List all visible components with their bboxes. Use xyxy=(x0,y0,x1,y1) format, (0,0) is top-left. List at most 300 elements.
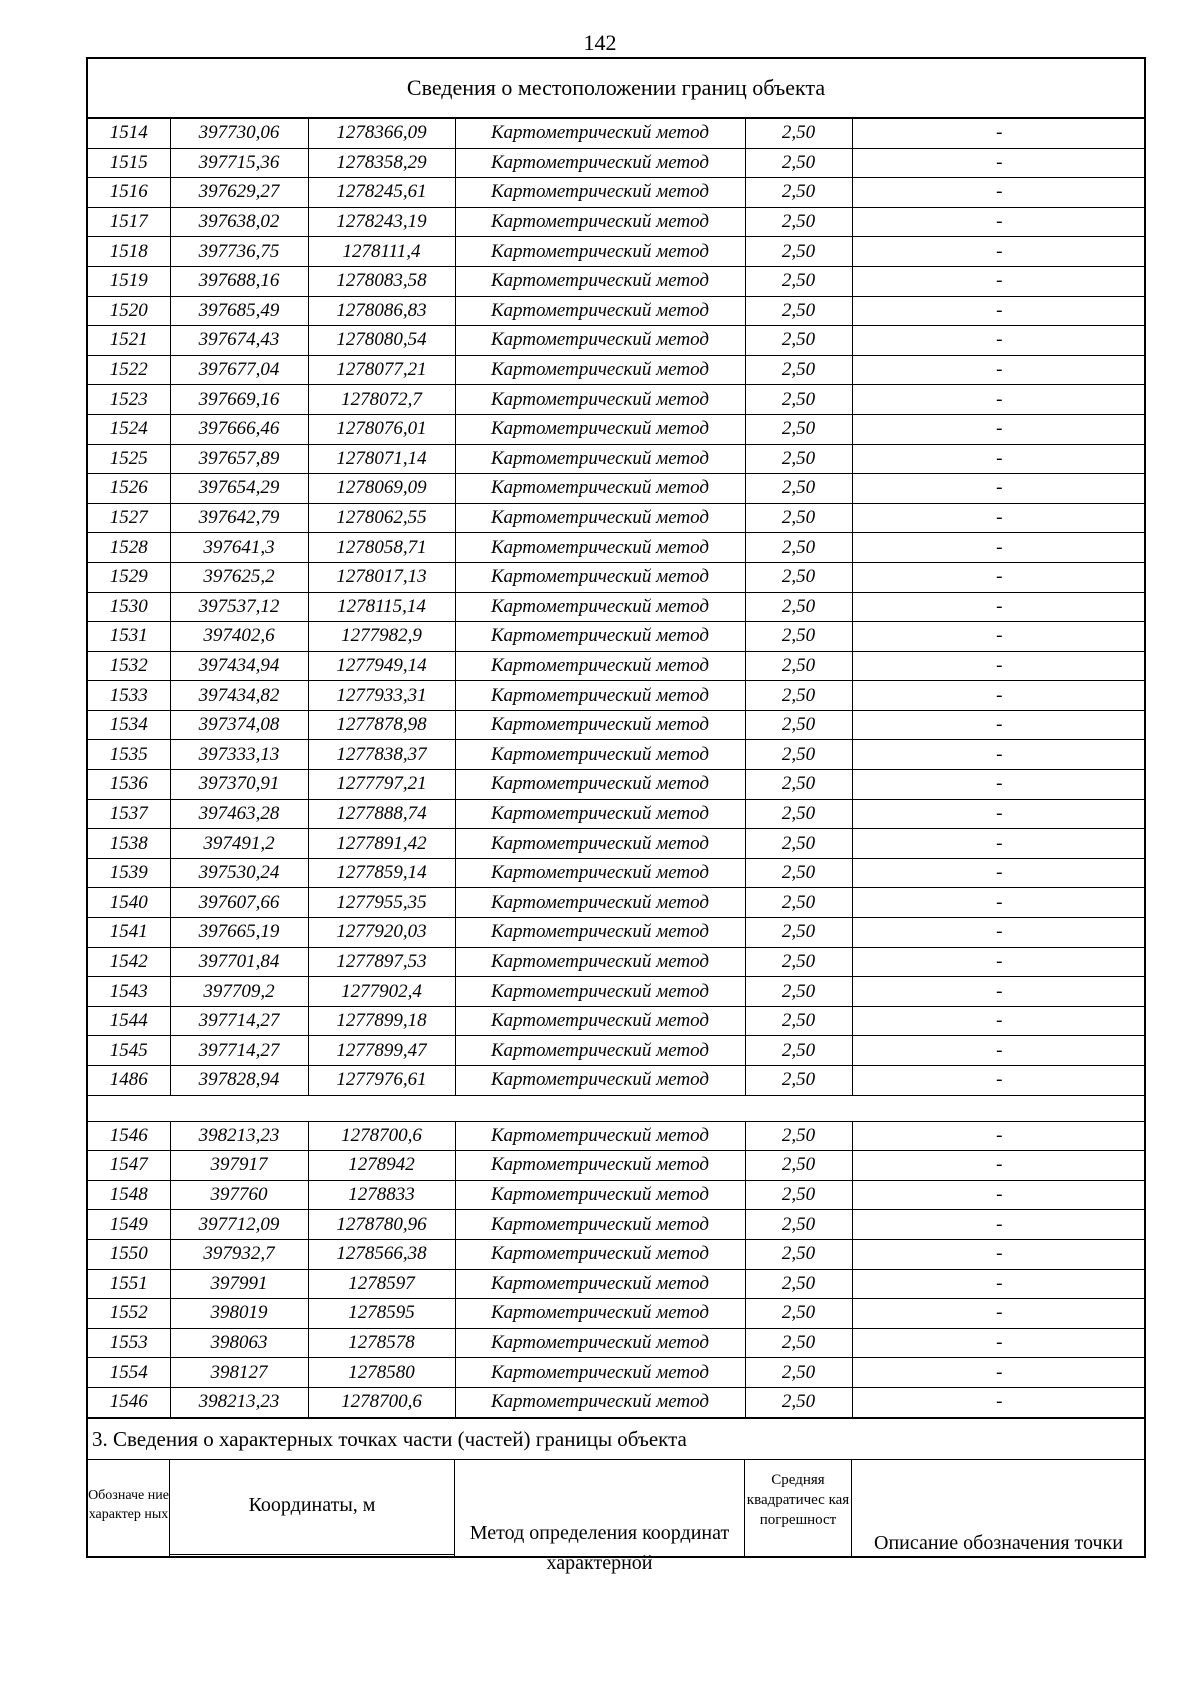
description-cell: - xyxy=(852,1299,1146,1329)
table-row xyxy=(88,681,1146,711)
coordinate-y: 1278700,6 xyxy=(308,1387,455,1417)
method-cell: Картометрический метод xyxy=(455,1006,745,1036)
coordinate-x: 397688,16 xyxy=(170,266,308,296)
point-number: 1527 xyxy=(88,503,170,533)
error-cell: 2,50 xyxy=(745,326,852,356)
points-table xyxy=(88,119,1146,1418)
table-row xyxy=(88,1328,1146,1358)
description-cell: - xyxy=(852,918,1146,948)
description-cell: - xyxy=(852,207,1146,237)
description-cell: - xyxy=(852,858,1146,888)
coordinate-x: 397434,94 xyxy=(170,651,308,681)
coordinate-x: 397701,84 xyxy=(170,947,308,977)
error-cell: 2,50 xyxy=(745,622,852,652)
error-cell: 2,50 xyxy=(745,740,852,770)
description-cell: - xyxy=(852,1387,1146,1417)
table-row xyxy=(88,1387,1146,1417)
table-row xyxy=(88,414,1146,444)
error-cell: 2,50 xyxy=(745,385,852,415)
error-cell: 2,50 xyxy=(745,1006,852,1036)
part-table-header xyxy=(88,1460,1144,1574)
point-number: 1543 xyxy=(88,977,170,1007)
coordinate-y: 1278580 xyxy=(308,1358,455,1388)
point-number: 1515 xyxy=(88,148,170,178)
coordinate-y: 1278566,38 xyxy=(308,1239,455,1269)
method-cell: Картометрический метод xyxy=(455,858,745,888)
table-row xyxy=(88,266,1146,296)
description-cell: - xyxy=(852,533,1146,563)
method-cell: Картометрический метод xyxy=(455,622,745,652)
table-row xyxy=(88,1006,1146,1036)
error-cell: 2,50 xyxy=(745,1180,852,1210)
coordinate-y: 1278366,09 xyxy=(308,119,455,148)
error-cell: 2,50 xyxy=(745,1036,852,1066)
table-row xyxy=(88,474,1146,504)
method-cell: Картометрический метод xyxy=(455,1299,745,1329)
coordinate-y: 1278076,01 xyxy=(308,414,455,444)
point-number: 1526 xyxy=(88,474,170,504)
method-cell: Картометрический метод xyxy=(455,414,745,444)
point-number: 1551 xyxy=(88,1269,170,1299)
table-row xyxy=(88,385,1146,415)
description-cell: - xyxy=(852,1210,1146,1240)
point-number: 1538 xyxy=(88,829,170,859)
error-cell: 2,50 xyxy=(745,1299,852,1329)
description-cell: - xyxy=(852,119,1146,148)
error-cell: 2,50 xyxy=(745,474,852,504)
point-number: 1531 xyxy=(88,622,170,652)
error-cell: 2,50 xyxy=(745,710,852,740)
coordinate-y: 1277933,31 xyxy=(308,681,455,711)
coordinate-x: 397665,19 xyxy=(170,918,308,948)
error-cell: 2,50 xyxy=(745,266,852,296)
point-number: 1518 xyxy=(88,237,170,267)
table-row xyxy=(88,207,1146,237)
description-cell: - xyxy=(852,178,1146,208)
error-cell: 2,50 xyxy=(745,829,852,859)
method-cell: Картометрический метод xyxy=(455,681,745,711)
point-number: 1550 xyxy=(88,1239,170,1269)
point-number: 1553 xyxy=(88,1328,170,1358)
method-cell: Картометрический метод xyxy=(455,977,745,1007)
description-cell: - xyxy=(852,355,1146,385)
error-cell: 2,50 xyxy=(745,503,852,533)
point-number: 1554 xyxy=(88,1358,170,1388)
description-cell: - xyxy=(852,592,1146,622)
point-number: 1520 xyxy=(88,296,170,326)
coordinate-y: 1277949,14 xyxy=(308,651,455,681)
method-cell: Картометрический метод xyxy=(455,178,745,208)
table-row xyxy=(88,178,1146,208)
coordinate-x: 397402,6 xyxy=(170,622,308,652)
error-cell: 2,50 xyxy=(745,1239,852,1269)
method-cell: Картометрический метод xyxy=(455,947,745,977)
method-cell: Картометрический метод xyxy=(455,562,745,592)
method-cell: Картометрический метод xyxy=(455,1180,745,1210)
description-cell: - xyxy=(852,977,1146,1007)
coordinate-x: 397828,94 xyxy=(170,1066,308,1096)
coordinate-y: 1277920,03 xyxy=(308,918,455,948)
header-description: Описание обозначения точки xyxy=(852,1460,1146,1556)
table-row xyxy=(88,119,1146,148)
description-cell: - xyxy=(852,829,1146,859)
table-row xyxy=(88,1180,1146,1210)
method-cell: Картометрический метод xyxy=(455,1239,745,1269)
method-cell: Картометрический метод xyxy=(455,918,745,948)
header-coordinates: Координаты, м xyxy=(248,1493,376,1516)
description-cell: - xyxy=(852,1036,1146,1066)
error-cell: 2,50 xyxy=(745,592,852,622)
coordinate-y: 1278115,14 xyxy=(308,592,455,622)
point-number: 1539 xyxy=(88,858,170,888)
table-row xyxy=(88,533,1146,563)
method-cell: Картометрический метод xyxy=(455,770,745,800)
method-cell: Картометрический метод xyxy=(455,503,745,533)
coordinate-x: 397374,08 xyxy=(170,710,308,740)
description-cell: - xyxy=(852,1269,1146,1299)
error-cell: 2,50 xyxy=(745,562,852,592)
point-number: 1523 xyxy=(88,385,170,415)
description-cell: - xyxy=(852,770,1146,800)
coordinate-y: 1277899,47 xyxy=(308,1036,455,1066)
table-row xyxy=(88,326,1146,356)
description-cell: - xyxy=(852,474,1146,504)
point-number: 1486 xyxy=(88,1066,170,1096)
description-cell: - xyxy=(852,1239,1146,1269)
error-cell: 2,50 xyxy=(745,533,852,563)
error-cell: 2,50 xyxy=(745,178,852,208)
coordinate-y: 1278083,58 xyxy=(308,266,455,296)
method-cell: Картометрический метод xyxy=(455,1210,745,1240)
coordinate-y: 1278062,55 xyxy=(308,503,455,533)
coordinate-y: 1278245,61 xyxy=(308,178,455,208)
description-cell: - xyxy=(852,1328,1146,1358)
point-number: 1548 xyxy=(88,1180,170,1210)
description-cell: - xyxy=(852,740,1146,770)
coordinate-x: 397629,27 xyxy=(170,178,308,208)
coordinate-x: 397715,36 xyxy=(170,148,308,178)
method-cell: Картометрический метод xyxy=(455,1036,745,1066)
coordinate-x: 397370,91 xyxy=(170,770,308,800)
coordinate-y: 1278071,14 xyxy=(308,444,455,474)
description-cell: - xyxy=(852,148,1146,178)
point-number: 1537 xyxy=(88,799,170,829)
error-cell: 2,50 xyxy=(745,237,852,267)
coordinate-y: 1277899,18 xyxy=(308,1006,455,1036)
point-number: 1546 xyxy=(88,1121,170,1151)
description-cell: - xyxy=(852,444,1146,474)
coordinate-x: 398127 xyxy=(170,1358,308,1388)
coordinate-x: 397607,66 xyxy=(170,888,308,918)
description-cell: - xyxy=(852,622,1146,652)
point-number: 1529 xyxy=(88,562,170,592)
coordinate-x: 397712,09 xyxy=(170,1210,308,1240)
error-cell: 2,50 xyxy=(745,1151,852,1181)
point-number: 1534 xyxy=(88,710,170,740)
method-cell: Картометрический метод xyxy=(455,1387,745,1417)
table-row xyxy=(88,829,1146,859)
header-error: Средняя квадратичес кая погрешност xyxy=(745,1460,852,1556)
point-number: 1542 xyxy=(88,947,170,977)
description-cell: - xyxy=(852,266,1146,296)
description-cell: - xyxy=(852,296,1146,326)
coordinate-x: 397677,04 xyxy=(170,355,308,385)
method-cell: Картометрический метод xyxy=(455,474,745,504)
point-number: 1530 xyxy=(88,592,170,622)
description-cell: - xyxy=(852,681,1146,711)
method-cell: Картометрический метод xyxy=(455,296,745,326)
header-coordinates-cell xyxy=(170,1460,455,1556)
description-cell: - xyxy=(852,414,1146,444)
coordinate-y: 1278017,13 xyxy=(308,562,455,592)
description-cell: - xyxy=(852,562,1146,592)
point-number: 1514 xyxy=(88,119,170,148)
coordinate-y: 1277888,74 xyxy=(308,799,455,829)
error-cell: 2,50 xyxy=(745,119,852,148)
method-cell: Картометрический метод xyxy=(455,799,745,829)
table-row xyxy=(88,1299,1146,1329)
coordinate-y: 1278080,54 xyxy=(308,326,455,356)
point-number: 1541 xyxy=(88,918,170,948)
description-cell: - xyxy=(852,710,1146,740)
error-cell: 2,50 xyxy=(745,770,852,800)
table-row xyxy=(88,1151,1146,1181)
coordinate-y: 1278942 xyxy=(308,1151,455,1181)
method-cell: Картометрический метод xyxy=(455,651,745,681)
description-cell: - xyxy=(852,1121,1146,1151)
description-cell: - xyxy=(852,385,1146,415)
table-row xyxy=(88,918,1146,948)
coordinate-y: 1277902,4 xyxy=(308,977,455,1007)
method-cell: Картометрический метод xyxy=(455,888,745,918)
description-cell: - xyxy=(852,799,1146,829)
error-cell: 2,50 xyxy=(745,888,852,918)
coordinate-y: 1278700,6 xyxy=(308,1121,455,1151)
point-number: 1524 xyxy=(88,414,170,444)
method-cell: Картометрический метод xyxy=(455,266,745,296)
coordinate-x: 397730,06 xyxy=(170,119,308,148)
description-cell: - xyxy=(852,947,1146,977)
coordinate-x: 397685,49 xyxy=(170,296,308,326)
table-row xyxy=(88,444,1146,474)
point-number: 1532 xyxy=(88,651,170,681)
coordinate-y: 1277897,53 xyxy=(308,947,455,977)
error-cell: 2,50 xyxy=(745,858,852,888)
coordinate-x: 398063 xyxy=(170,1328,308,1358)
error-cell: 2,50 xyxy=(745,1066,852,1096)
boundary-document xyxy=(86,57,1146,1574)
coordinate-x: 397932,7 xyxy=(170,1239,308,1269)
error-cell: 2,50 xyxy=(745,414,852,444)
coordinate-x: 397991 xyxy=(170,1269,308,1299)
table-row xyxy=(88,622,1146,652)
method-cell: Картометрический метод xyxy=(455,237,745,267)
method-cell: Картометрический метод xyxy=(455,592,745,622)
method-cell: Картометрический метод xyxy=(455,119,745,148)
coordinate-y: 1278833 xyxy=(308,1180,455,1210)
error-cell: 2,50 xyxy=(745,444,852,474)
coordinate-x: 397760 xyxy=(170,1180,308,1210)
error-cell: 2,50 xyxy=(745,799,852,829)
coordinate-x: 397625,2 xyxy=(170,562,308,592)
coordinate-y: 1277878,98 xyxy=(308,710,455,740)
coordinate-y: 1277838,37 xyxy=(308,740,455,770)
coordinate-x: 397641,3 xyxy=(170,533,308,563)
coordinate-y: 1278086,83 xyxy=(308,296,455,326)
coordinate-y: 1278578 xyxy=(308,1328,455,1358)
coordinate-x: 398213,23 xyxy=(170,1121,308,1151)
table-row xyxy=(88,1036,1146,1066)
coordinate-x: 397642,79 xyxy=(170,503,308,533)
method-cell: Картометрический метод xyxy=(455,1269,745,1299)
table-row xyxy=(88,562,1146,592)
table-row xyxy=(88,1210,1146,1240)
coordinate-x: 398019 xyxy=(170,1299,308,1329)
coordinate-y: 1277797,21 xyxy=(308,770,455,800)
error-cell: 2,50 xyxy=(745,918,852,948)
header-method: Метод определения координат характерной xyxy=(455,1460,745,1556)
method-cell: Картометрический метод xyxy=(455,444,745,474)
description-cell: - xyxy=(852,888,1146,918)
description-cell: - xyxy=(852,503,1146,533)
coordinate-x: 397434,82 xyxy=(170,681,308,711)
point-number: 1536 xyxy=(88,770,170,800)
error-cell: 2,50 xyxy=(745,207,852,237)
coordinate-y: 1277982,9 xyxy=(308,622,455,652)
coordinate-x: 397709,2 xyxy=(170,977,308,1007)
point-number: 1549 xyxy=(88,1210,170,1240)
coordinate-y: 1277955,35 xyxy=(308,888,455,918)
error-cell: 2,50 xyxy=(745,977,852,1007)
table-row xyxy=(88,740,1146,770)
error-cell: 2,50 xyxy=(745,947,852,977)
part-section-title: 3. Сведения о характерных точках части (частей) границы объекта xyxy=(88,1418,1144,1460)
coordinate-x: 397674,43 xyxy=(170,326,308,356)
table-row xyxy=(88,503,1146,533)
table-row xyxy=(88,1358,1146,1388)
method-cell: Картометрический метод xyxy=(455,533,745,563)
error-cell: 2,50 xyxy=(745,1210,852,1240)
coordinate-x: 397669,16 xyxy=(170,385,308,415)
description-cell: - xyxy=(852,1066,1146,1096)
table-row xyxy=(88,237,1146,267)
method-cell: Картометрический метод xyxy=(455,207,745,237)
coordinate-x: 397666,46 xyxy=(170,414,308,444)
error-cell: 2,50 xyxy=(745,1121,852,1151)
error-cell: 2,50 xyxy=(745,651,852,681)
coordinate-x: 397714,27 xyxy=(170,1036,308,1066)
method-cell: Картометрический метод xyxy=(455,1328,745,1358)
method-cell: Картометрический метод xyxy=(455,1151,745,1181)
table-row xyxy=(88,1121,1146,1151)
table-row xyxy=(88,977,1146,1007)
table-row xyxy=(88,1239,1146,1269)
point-number: 1552 xyxy=(88,1299,170,1329)
coordinate-x: 397917 xyxy=(170,1151,308,1181)
point-number: 1545 xyxy=(88,1036,170,1066)
coordinate-x: 398213,23 xyxy=(170,1387,308,1417)
error-cell: 2,50 xyxy=(745,1269,852,1299)
table-row xyxy=(88,296,1146,326)
page-number: 142 xyxy=(583,30,617,55)
method-cell: Картометрический метод xyxy=(455,148,745,178)
coordinate-x: 397638,02 xyxy=(170,207,308,237)
point-number: 1519 xyxy=(88,266,170,296)
table-row xyxy=(88,858,1146,888)
coordinate-x: 397654,29 xyxy=(170,474,308,504)
method-cell: Картометрический метод xyxy=(455,326,745,356)
coordinate-x: 397714,27 xyxy=(170,1006,308,1036)
point-number: 1516 xyxy=(88,178,170,208)
error-cell: 2,50 xyxy=(745,1328,852,1358)
error-cell: 2,50 xyxy=(745,1358,852,1388)
point-number: 1517 xyxy=(88,207,170,237)
method-cell: Картометрический метод xyxy=(455,1066,745,1096)
description-cell: - xyxy=(852,1180,1146,1210)
coordinate-x: 397530,24 xyxy=(170,858,308,888)
point-number: 1533 xyxy=(88,681,170,711)
method-cell: Картометрический метод xyxy=(455,710,745,740)
point-number: 1544 xyxy=(88,1006,170,1036)
coordinate-y: 1277859,14 xyxy=(308,858,455,888)
coordinate-y: 1278243,19 xyxy=(308,207,455,237)
header-subdivider xyxy=(170,1554,454,1555)
section-title: Сведения о местоположении границ объекта xyxy=(88,59,1144,119)
coordinate-x: 397537,12 xyxy=(170,592,308,622)
coordinate-y: 1278111,4 xyxy=(308,237,455,267)
header-designation: Обозначе ние характер ных xyxy=(88,1460,170,1556)
coordinate-y: 1278069,09 xyxy=(308,474,455,504)
coordinate-y: 1278595 xyxy=(308,1299,455,1329)
description-cell: - xyxy=(852,1358,1146,1388)
description-cell: - xyxy=(852,1151,1146,1181)
method-cell: Картометрический метод xyxy=(455,1121,745,1151)
method-cell: Картометрический метод xyxy=(455,829,745,859)
coordinate-y: 1278780,96 xyxy=(308,1210,455,1240)
coordinate-y: 1278072,7 xyxy=(308,385,455,415)
group-separator-row xyxy=(88,1095,1146,1121)
method-cell: Картометрический метод xyxy=(455,355,745,385)
method-cell: Картометрический метод xyxy=(455,385,745,415)
coordinate-y: 1278058,71 xyxy=(308,533,455,563)
error-cell: 2,50 xyxy=(745,148,852,178)
description-cell: - xyxy=(852,651,1146,681)
table-row xyxy=(88,710,1146,740)
table-row xyxy=(88,1269,1146,1299)
error-cell: 2,50 xyxy=(745,355,852,385)
point-number: 1535 xyxy=(88,740,170,770)
error-cell: 2,50 xyxy=(745,681,852,711)
coordinate-x: 397736,75 xyxy=(170,237,308,267)
coordinate-x: 397491,2 xyxy=(170,829,308,859)
table-row xyxy=(88,799,1146,829)
table-row xyxy=(88,148,1146,178)
coordinate-y: 1277976,61 xyxy=(308,1066,455,1096)
coordinate-y: 1277891,42 xyxy=(308,829,455,859)
table-row xyxy=(88,1066,1146,1096)
coordinate-y: 1278358,29 xyxy=(308,148,455,178)
coordinate-x: 397463,28 xyxy=(170,799,308,829)
table-row xyxy=(88,888,1146,918)
method-cell: Картометрический метод xyxy=(455,740,745,770)
coordinate-x: 397657,89 xyxy=(170,444,308,474)
point-number: 1521 xyxy=(88,326,170,356)
point-number: 1528 xyxy=(88,533,170,563)
table-row xyxy=(88,355,1146,385)
table-row xyxy=(88,592,1146,622)
coordinate-y: 1278077,21 xyxy=(308,355,455,385)
coordinate-x: 397333,13 xyxy=(170,740,308,770)
